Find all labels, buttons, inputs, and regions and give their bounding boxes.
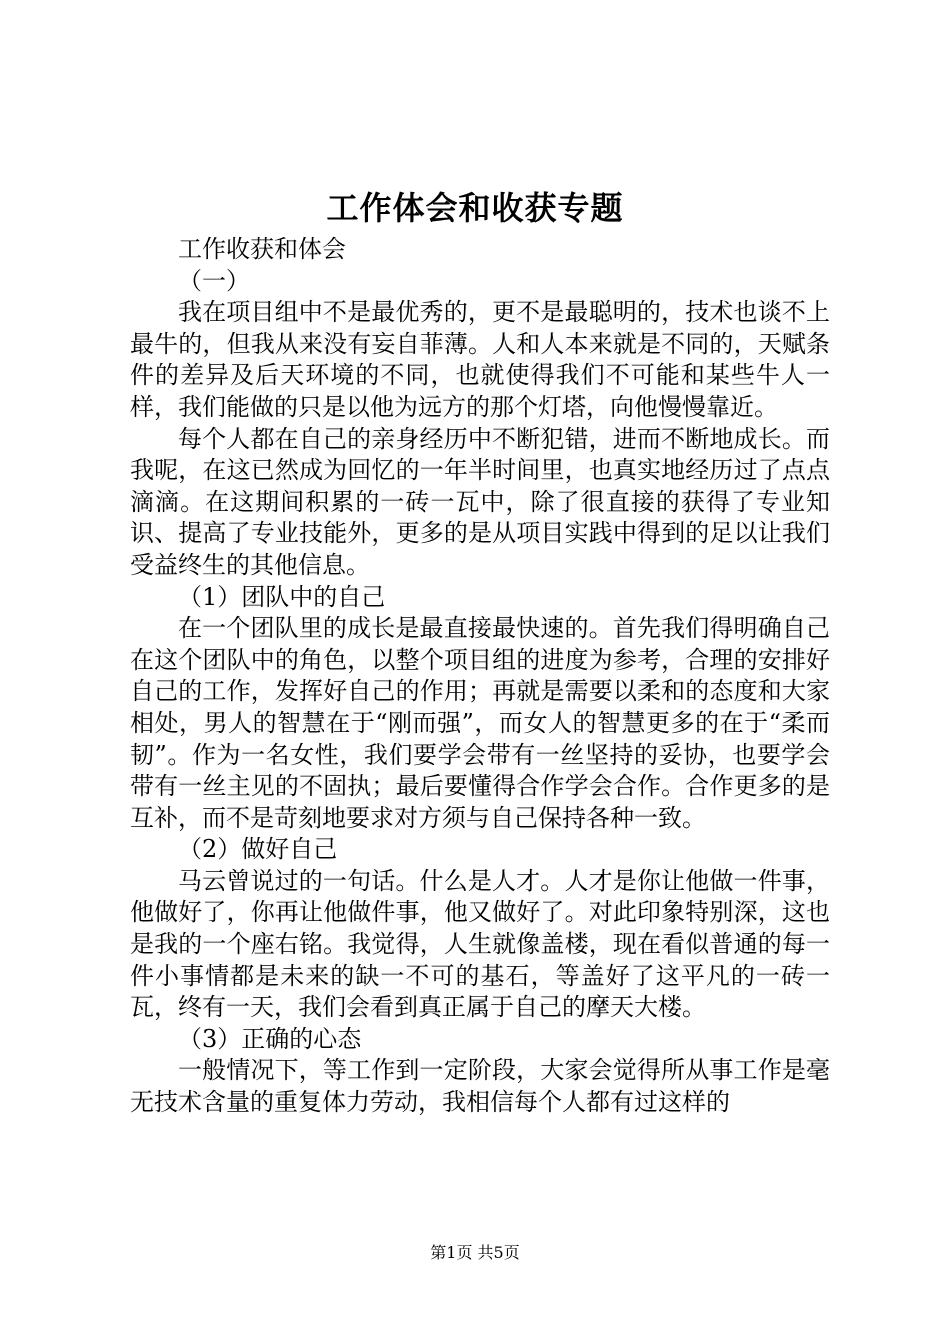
subsection-heading-3: （3）正确的心态 [178, 1024, 362, 1053]
document-body [130, 234, 830, 1119]
body-paragraph: 马云曾说过的一句话。什么是人才。人才是你让他做一件事，他做好了，你再让他做件事，他又做好了。对此印象特别深，这也是我的一个座右铭。我觉得，人生就像盖楼，现在看似普通的每一件小事情都是未来的缺一不可的基石，等盖好了这平凡的一砖一瓦，终有一天，我们会看到真正属于自己的摩天大楼。 [130, 866, 830, 1022]
subtitle: 工作收获和体会 [178, 235, 346, 263]
subsection-heading-2: （2）做好自己 [178, 835, 338, 864]
body-paragraph: 我在项目组中不是最优秀的，更不是最聪明的，技术也谈不上最牛的，但我从来没有妄自菲薄。人和人本来就是不同的，天赋条件的差异及后天环境的不同，也就使得我们不可能和某些牛人一样，我们能做的只是以他为远方的那个灯塔，向他慢慢靠近。 [130, 298, 830, 421]
subsection-heading-1: （1）团队中的自己 [178, 582, 386, 611]
document-title: 工作体会和收获专题 [326, 189, 624, 227]
body-paragraph: 一般情况下，等工作到一定阶段，大家会觉得所从事工作是毫无技术含量的重复体力劳动，我相信每个人都有过这样的 [130, 1056, 830, 1117]
page-footer: 第1页 共5页 [430, 1243, 520, 1262]
body-paragraph: 每个人都在自己的亲身经历中不断犯错，进而不断地成长。而我呢，在这已然成为回忆的一年半时间里，也真实地经历过了点点滴滴。在这期间积累的一砖一瓦中，除了很直接的获得了专业知识、提高了专业技能外，更多的是从项目实践中得到的足以让我们受益终生的其他信息。 [130, 424, 830, 579]
section-heading-1: （一） [178, 266, 250, 295]
body-paragraph: 在一个团队里的成长是最直接最快速的。首先我们得明确自己在这个团队中的角色，以整个项目组的进度为参考，合理的安排好自己的工作，发挥好自己的作用；再就是需要以柔和的态度和大家相处，男人的智慧在于“刚而强”，而女人的智慧更多的在于“柔而韧”。作为一名女性，我们要学会带有一丝坚持的妥协，也要学会带有一丝主见的不固执；最后要懂得合作学会合作。合作更多的是互补，而不是苛刻地要求对方须与自己保持各种一致。 [130, 614, 830, 832]
